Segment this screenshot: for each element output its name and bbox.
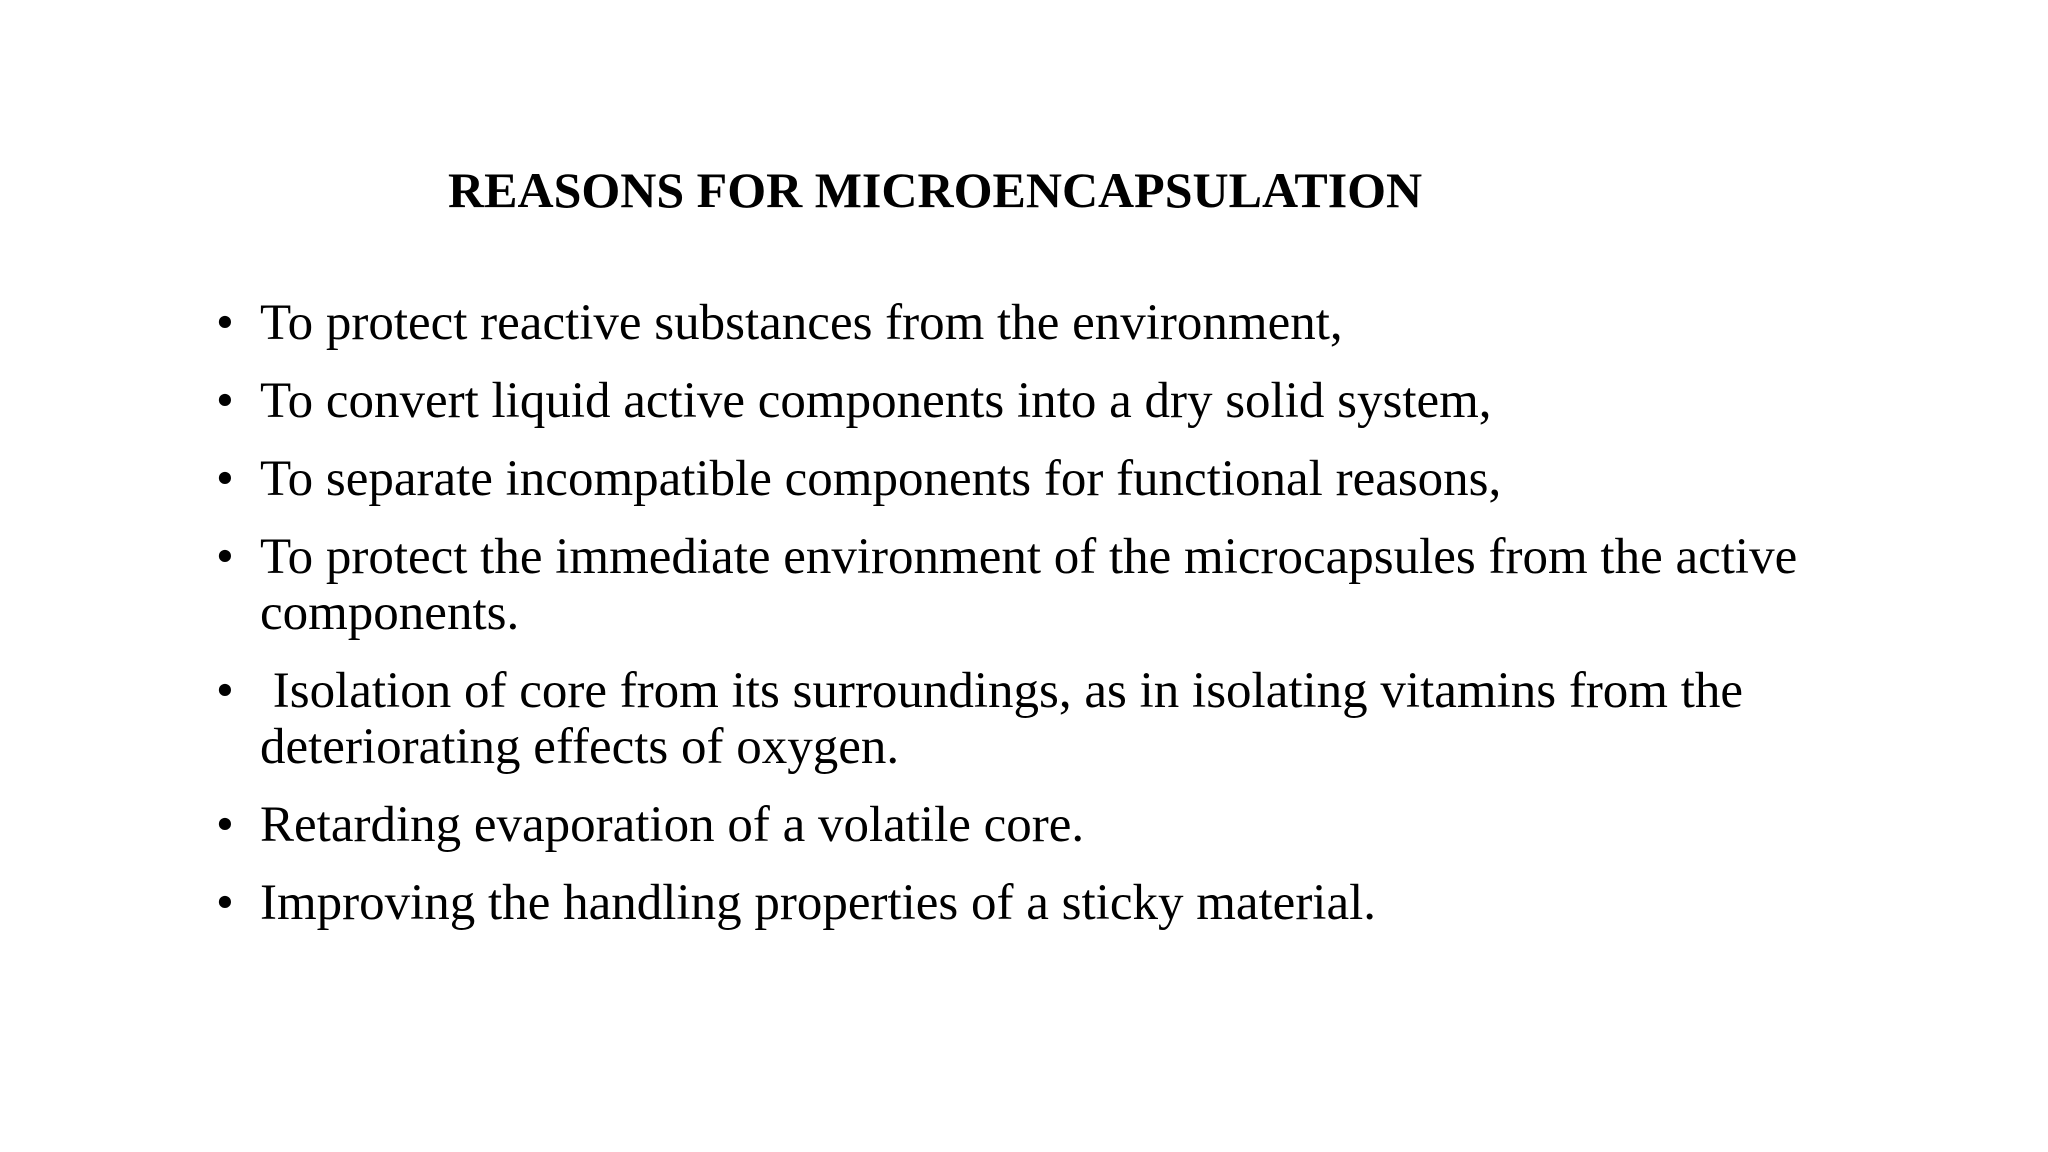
bullet-text: To protect reactive substances from the environment, <box>260 295 1343 351</box>
list-item <box>214 529 1854 641</box>
bullet-text: Retarding evaporation of a volatile core. <box>260 797 1085 853</box>
list-item <box>214 875 1854 931</box>
bullet-text: To convert liquid active components into a dry solid system, <box>260 373 1492 429</box>
bullet-text: Improving the handling properties of a sticky material. <box>260 875 1377 931</box>
bullet-icon: • <box>216 797 234 853</box>
slide-title: REASONS FOR MICROENCAPSULATION <box>448 162 1423 218</box>
bullet-list <box>214 295 1854 953</box>
bullet-text: To protect the immediate environment of the microcapsules from the active components. <box>260 529 1810 641</box>
list-item <box>214 797 1854 853</box>
bullet-text: Isolation of core from its surroundings, as in isolating vitamins from the deteriorating effects of oxygen. <box>260 663 1756 775</box>
bullet-icon: • <box>216 529 234 585</box>
bullet-text: To separate incompatible components for functional reasons, <box>260 451 1502 507</box>
list-item <box>214 663 1854 775</box>
bullet-icon: • <box>216 663 234 719</box>
bullet-icon: • <box>216 373 234 429</box>
bullet-icon: • <box>216 295 234 351</box>
bullet-icon: • <box>216 451 234 507</box>
list-item <box>214 295 1854 351</box>
list-item <box>214 451 1854 507</box>
bullet-icon: • <box>216 875 234 931</box>
list-item <box>214 373 1854 429</box>
